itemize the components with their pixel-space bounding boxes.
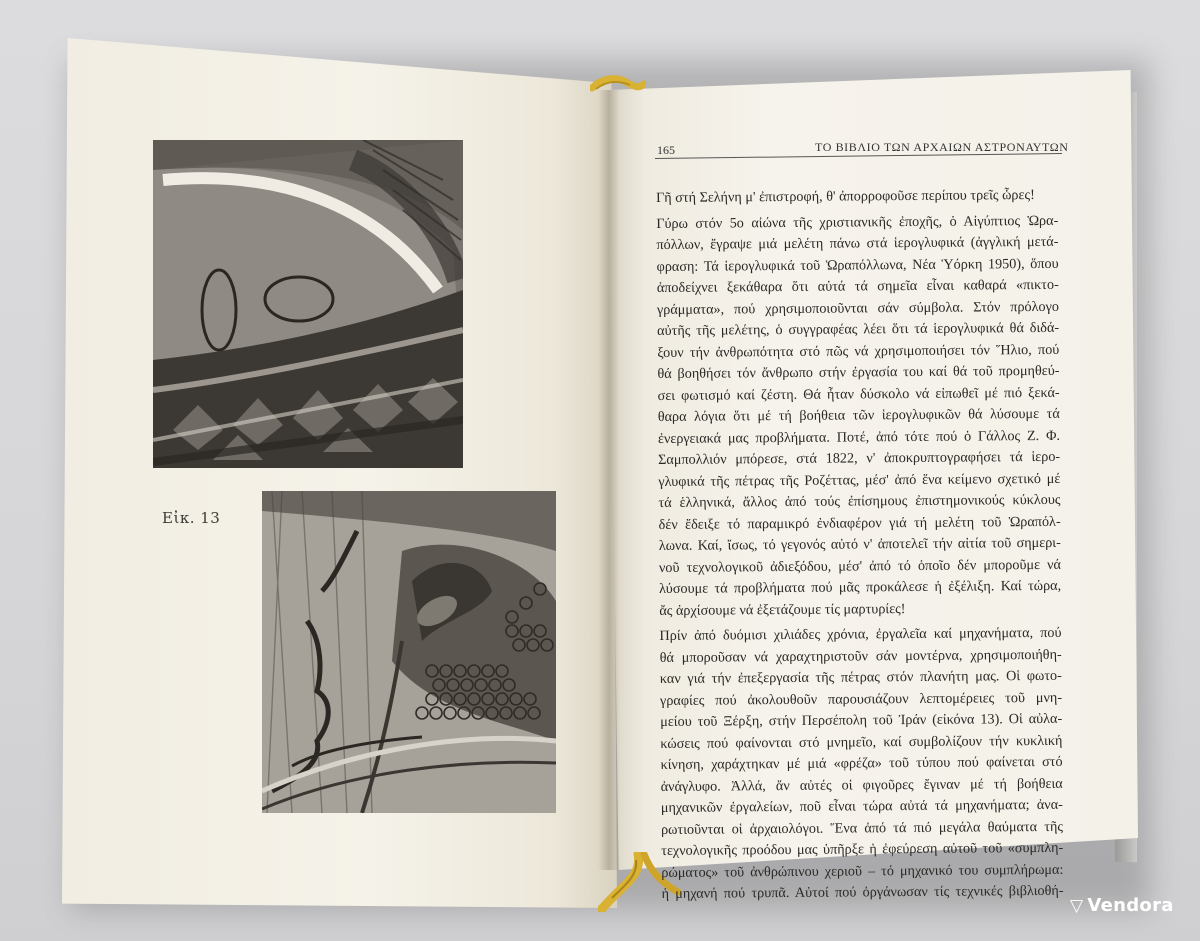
text-line: λωνα. Καί, ἴσως, τό γεγονός αὐτό ν' ἀποτελεῖ τήν αἰτία τοῦ σημερι- <box>658 534 1061 554</box>
figure-caption: Εἰκ. 13 <box>162 509 221 527</box>
text-line: ἄς ἀρχίσουμε νά ἐξετάζουμε τίς μαρτυρίες! <box>659 600 906 619</box>
text-line: κώσεις πού φαίνονται στό μνημεῖο, καί συμβολίζουν τήν κυκλική <box>660 732 1063 752</box>
text-line: γραφίες πού ἀκολουθοῦν παρουσιάζουν λεπτομέρειες τοῦ μνη- <box>659 689 1063 709</box>
relief-photo-top <box>153 140 463 468</box>
text-line: θαρα λόγια ὅτι μέ τή βοήθεια τῶν ἱερογλυφικῶν θά λύσουμε τά <box>657 405 1060 425</box>
book-gutter <box>598 90 620 870</box>
text-line: Σαμπολλιόν μπόρεσε, στά 1822, ν' ἀποκρυπτογραφήσει τά ἱερο- <box>658 448 1061 468</box>
text-line: λύσουμε τά προβλήματα πού μᾶς προκάλεσε ἡ ἐξέλιξη. Καί τώρα, <box>659 577 1062 597</box>
text-line: Πρίν ἀπό δυόμισι χιλιάδες χρόνια, ἐργαλεῖα καί μηχανήματα, πού <box>659 624 1062 644</box>
text-line: γλυφικά τῆς πέτρας τῆς Ροζέττας, μέσ' ἀπό ἕνα κείμενο σχετικό μέ <box>658 470 1061 490</box>
text-line: δέν ἔδειξε τό παραμικρό ἐνδιαφέρον γιά τή μελέτη τοῦ Ὡραπόλ- <box>658 513 1061 533</box>
text-line: νοῦ τεχνολογικοῦ ἀδιεξόδου, μέσ' ἀπό τό ὁποῖο δέν μποροῦμε νά <box>658 556 1062 576</box>
text-line: καν γιά τήν ἐπεξεργασία τῆς πέτρας στόν πλανήτη μας. Οἱ φωτο- <box>659 667 1062 687</box>
text-line: κίνηση, χαράχτηκαν μέ μιά «φρέζα» τοῦ τύπου πού φαίνεται στό <box>660 753 1063 773</box>
page-number: 165 <box>657 143 675 157</box>
text-line: ἐνεργειακά μας προβλήματα. Ποτέ, ἀπό τότε πού ὁ Γάλλος Ζ. Φ. <box>657 427 1061 447</box>
text-line: Γύρω στόν 5ο αἰώνα τῆς χριστιανικῆς ἐποχῆς, ὁ Αἰγύπτιος Ὡρα- <box>656 212 1059 232</box>
text-line: ἡ μηχανή πού τρυπᾶ. Αὐτοί πού ὀργάνωσαν τίς τεχνικές βιβλιοθή- <box>661 882 1064 902</box>
text-line: ξουν τήν ἀνθρωπότητα στό πῶς νά χρησιμοποιήσει τόν Ἥλιο, πού <box>657 341 1060 361</box>
text-line: τεχνολογικῆς προόδου μας ὑπῆρξε ἡ ἐφεύρεση αὐτοῦ τοῦ «συμπλη- <box>661 839 1064 859</box>
running-head: ΤΟ ΒΙΒΛΙΟ ΤΩΝ ΑΡΧΑΙΩΝ ΑΣΤΡΟΝΑΥΤΩΝ <box>815 140 1069 154</box>
text-line: μείου τοῦ Ξέρξη, στήν Περσέπολη τοῦ Ἰράν (εἰκόνα 13). Οἱ αὐλα- <box>660 710 1063 730</box>
paragraph <box>656 185 1058 210</box>
watermark-brand: Vendora <box>1087 895 1174 916</box>
text-line: σει φωτισμό καί ζέστη. Θά ἦταν δύσκολο νά εἰπωθεῖ μέ πιό ξεκά- <box>657 384 1060 404</box>
text-line: ρώματος» τοῦ ἀνθρώπινου χεριοῦ – τό μηχανικό του συμπλήρωμα: <box>661 861 1064 881</box>
text-line: αὐτῆς τῆς μελέτης, ὁ συγγραφέας λέει ὅτι τά ἱερογλυφικά θά διδά- <box>657 319 1060 339</box>
paragraph <box>656 210 1061 622</box>
text-line: πόλλων, ἔγραψε μιά μελέτη πάνω στά ἱερογλυφικά (ἀγγλική μετά- <box>656 233 1059 253</box>
vendora-logo-icon: ▽ <box>1070 895 1084 916</box>
relief-photo-bottom <box>262 491 556 813</box>
text-line: ἀνάγλυφο. Ἀλλά, ἄν αὐτές οἱ φιγοῦρες ἔγιναν μέ τή βοήθεια <box>660 775 1063 795</box>
text-line: φραση: Τά ἱερογλυφικά τοῦ Ὡραπόλλωνα, Νέα Ὑόρκη 1950), ὅπου <box>656 255 1059 275</box>
vendora-watermark <box>1070 895 1174 916</box>
body-text <box>656 185 1064 910</box>
bookmark-ribbon-top <box>590 74 646 96</box>
text-line: μηχανικῶν ἐργαλείων, ποῦ εἶναι τώρα αὐτά τά μηχανήματα; ἀνα- <box>660 796 1063 816</box>
text-line: ἀποδείχνει ξεκάθαρα ὅτι αὐτά τά σημεῖα εἶναι καθαρά «πικτο- <box>656 276 1059 296</box>
text-line: θά μποροῦσαν νά χαραχτηριστοῦν σάν μοντέρνα, χρησιμοποιήθη- <box>659 646 1062 666</box>
text-line: θά βοηθήσει τόν ἄνθρωπο στήν ἐργασία του καί θά τοῦ προμηθεύ- <box>657 362 1060 382</box>
text-line: Γῆ στή Σελήνη μ' ἐπιστροφή, θ' ἀπορροφοῦσε περίπου τρεῖς ὧρες! <box>656 187 1035 206</box>
text-line: γράμματα», πού χρησιμοποιοῦνται σάν σύμβολα. Στόν πρόλογο <box>656 298 1060 318</box>
paragraph <box>659 623 1063 906</box>
text-line: τά ἑλληνικά, ἄλλος ἀπό τούς ἐπίσημους ἐπιστημονικούς κύκλους <box>658 491 1061 511</box>
text-line: ρωτιοῦνται οἱ ἀρχαιολόγοι. Ἕνα ἀπό τά πιό μεγάλα θαύματα τῆς <box>660 818 1064 838</box>
